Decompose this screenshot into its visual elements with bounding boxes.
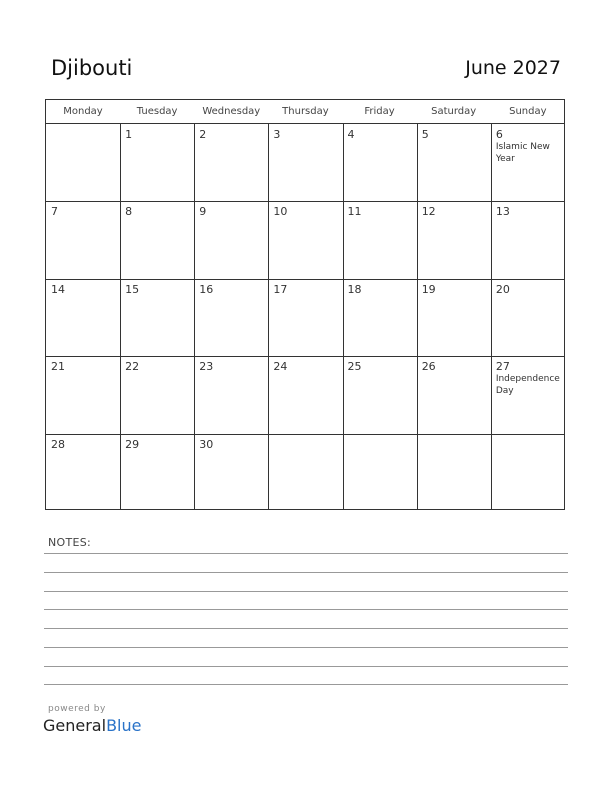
day-cell[interactable]	[120, 434, 194, 511]
day-cell[interactable]	[194, 434, 268, 511]
day-number: 23	[199, 360, 214, 374]
day-number: 18	[347, 282, 362, 296]
day-number: 30	[199, 437, 214, 451]
weekday-thursday: Thursday	[282, 106, 329, 117]
day-cell[interactable]	[491, 201, 565, 278]
day-number: 4	[347, 128, 355, 141]
day-cell[interactable]	[417, 279, 491, 356]
day-number: 29	[125, 437, 140, 451]
day-number: 7	[51, 205, 58, 219]
day-number: 22	[125, 360, 140, 374]
notes-line[interactable]	[44, 553, 568, 554]
day-cell[interactable]	[343, 434, 417, 511]
day-number: 16	[199, 282, 214, 296]
holiday-label: Independence Day	[495, 374, 560, 397]
day-cell[interactable]	[46, 279, 120, 356]
weekday-saturday: Saturday	[431, 106, 477, 117]
calendar-grid	[45, 99, 565, 510]
day-cell[interactable]	[194, 201, 268, 278]
notes-line[interactable]	[44, 684, 568, 685]
day-number: 24	[273, 360, 288, 374]
day-number: 25	[347, 360, 362, 374]
day-number: 5	[421, 128, 429, 141]
day-cell[interactable]	[194, 124, 268, 201]
day-cell[interactable]	[491, 124, 565, 201]
day-cell[interactable]	[417, 201, 491, 278]
powered-by-text: powered by	[48, 704, 106, 714]
day-number: 19	[421, 282, 436, 296]
day-cell[interactable]	[194, 356, 268, 433]
weekday-header-row	[46, 100, 564, 124]
day-cell[interactable]	[417, 356, 491, 433]
day-cell[interactable]	[120, 201, 194, 278]
weekday-tuesday: Tuesday	[136, 106, 178, 117]
notes-line[interactable]	[44, 628, 568, 629]
weekday-sunday: Sunday	[509, 106, 547, 117]
day-number: 1	[125, 128, 133, 141]
weekday-friday: Friday	[364, 106, 395, 117]
country-title: Djibouti	[51, 56, 133, 80]
day-cell[interactable]	[417, 124, 491, 201]
day-number: 21	[51, 360, 65, 374]
notes-line[interactable]	[44, 609, 568, 610]
day-number: 11	[347, 205, 362, 219]
notes-line[interactable]	[44, 647, 568, 648]
day-number: 15	[125, 282, 140, 296]
day-number: 2	[199, 128, 207, 141]
day-cell[interactable]	[343, 124, 417, 201]
day-cell[interactable]	[491, 279, 565, 356]
month-title: June 2027	[465, 57, 561, 79]
day-number: 12	[421, 205, 436, 219]
weekday-monday: Monday	[63, 106, 103, 117]
day-number: 13	[495, 205, 510, 219]
day-cell[interactable]	[343, 356, 417, 433]
day-cell[interactable]	[46, 434, 120, 511]
day-number: 14	[51, 282, 65, 296]
day-cell[interactable]	[46, 124, 120, 201]
day-cell[interactable]	[343, 201, 417, 278]
brand-general: General	[43, 716, 107, 735]
day-number: 3	[273, 128, 281, 141]
day-cell[interactable]	[120, 356, 194, 433]
day-cell[interactable]	[268, 124, 342, 201]
day-number: 28	[51, 437, 65, 451]
holiday-label: Islamic New Year	[495, 142, 550, 164]
day-cell[interactable]	[46, 201, 120, 278]
day-number: 10	[273, 205, 288, 219]
day-cell[interactable]	[194, 279, 268, 356]
day-cell[interactable]	[268, 356, 342, 433]
notes-line[interactable]	[44, 666, 568, 667]
day-number: 26	[421, 360, 436, 374]
day-cell[interactable]	[268, 279, 342, 356]
generalblue-logo[interactable]	[43, 716, 141, 735]
day-cell[interactable]	[491, 356, 565, 433]
day-cell[interactable]	[491, 434, 565, 511]
weekday-wednesday: Wednesday	[202, 106, 261, 117]
day-cell[interactable]	[120, 124, 194, 201]
day-number: 8	[125, 205, 133, 219]
day-cell[interactable]	[46, 356, 120, 433]
day-cell[interactable]	[343, 279, 417, 356]
day-number: 27	[495, 360, 510, 374]
day-number: 17	[273, 282, 288, 296]
day-cell[interactable]	[120, 279, 194, 356]
day-cell[interactable]	[417, 434, 491, 511]
notes-line[interactable]	[44, 572, 568, 573]
brand-blue: Blue	[106, 716, 142, 735]
notes-line[interactable]	[44, 591, 568, 592]
day-number: 20	[495, 282, 510, 296]
day-number: 9	[199, 205, 207, 219]
day-number: 6	[495, 128, 503, 141]
day-cell[interactable]	[268, 434, 342, 511]
notes-label: NOTES:	[48, 536, 92, 549]
day-cell[interactable]	[268, 201, 342, 278]
